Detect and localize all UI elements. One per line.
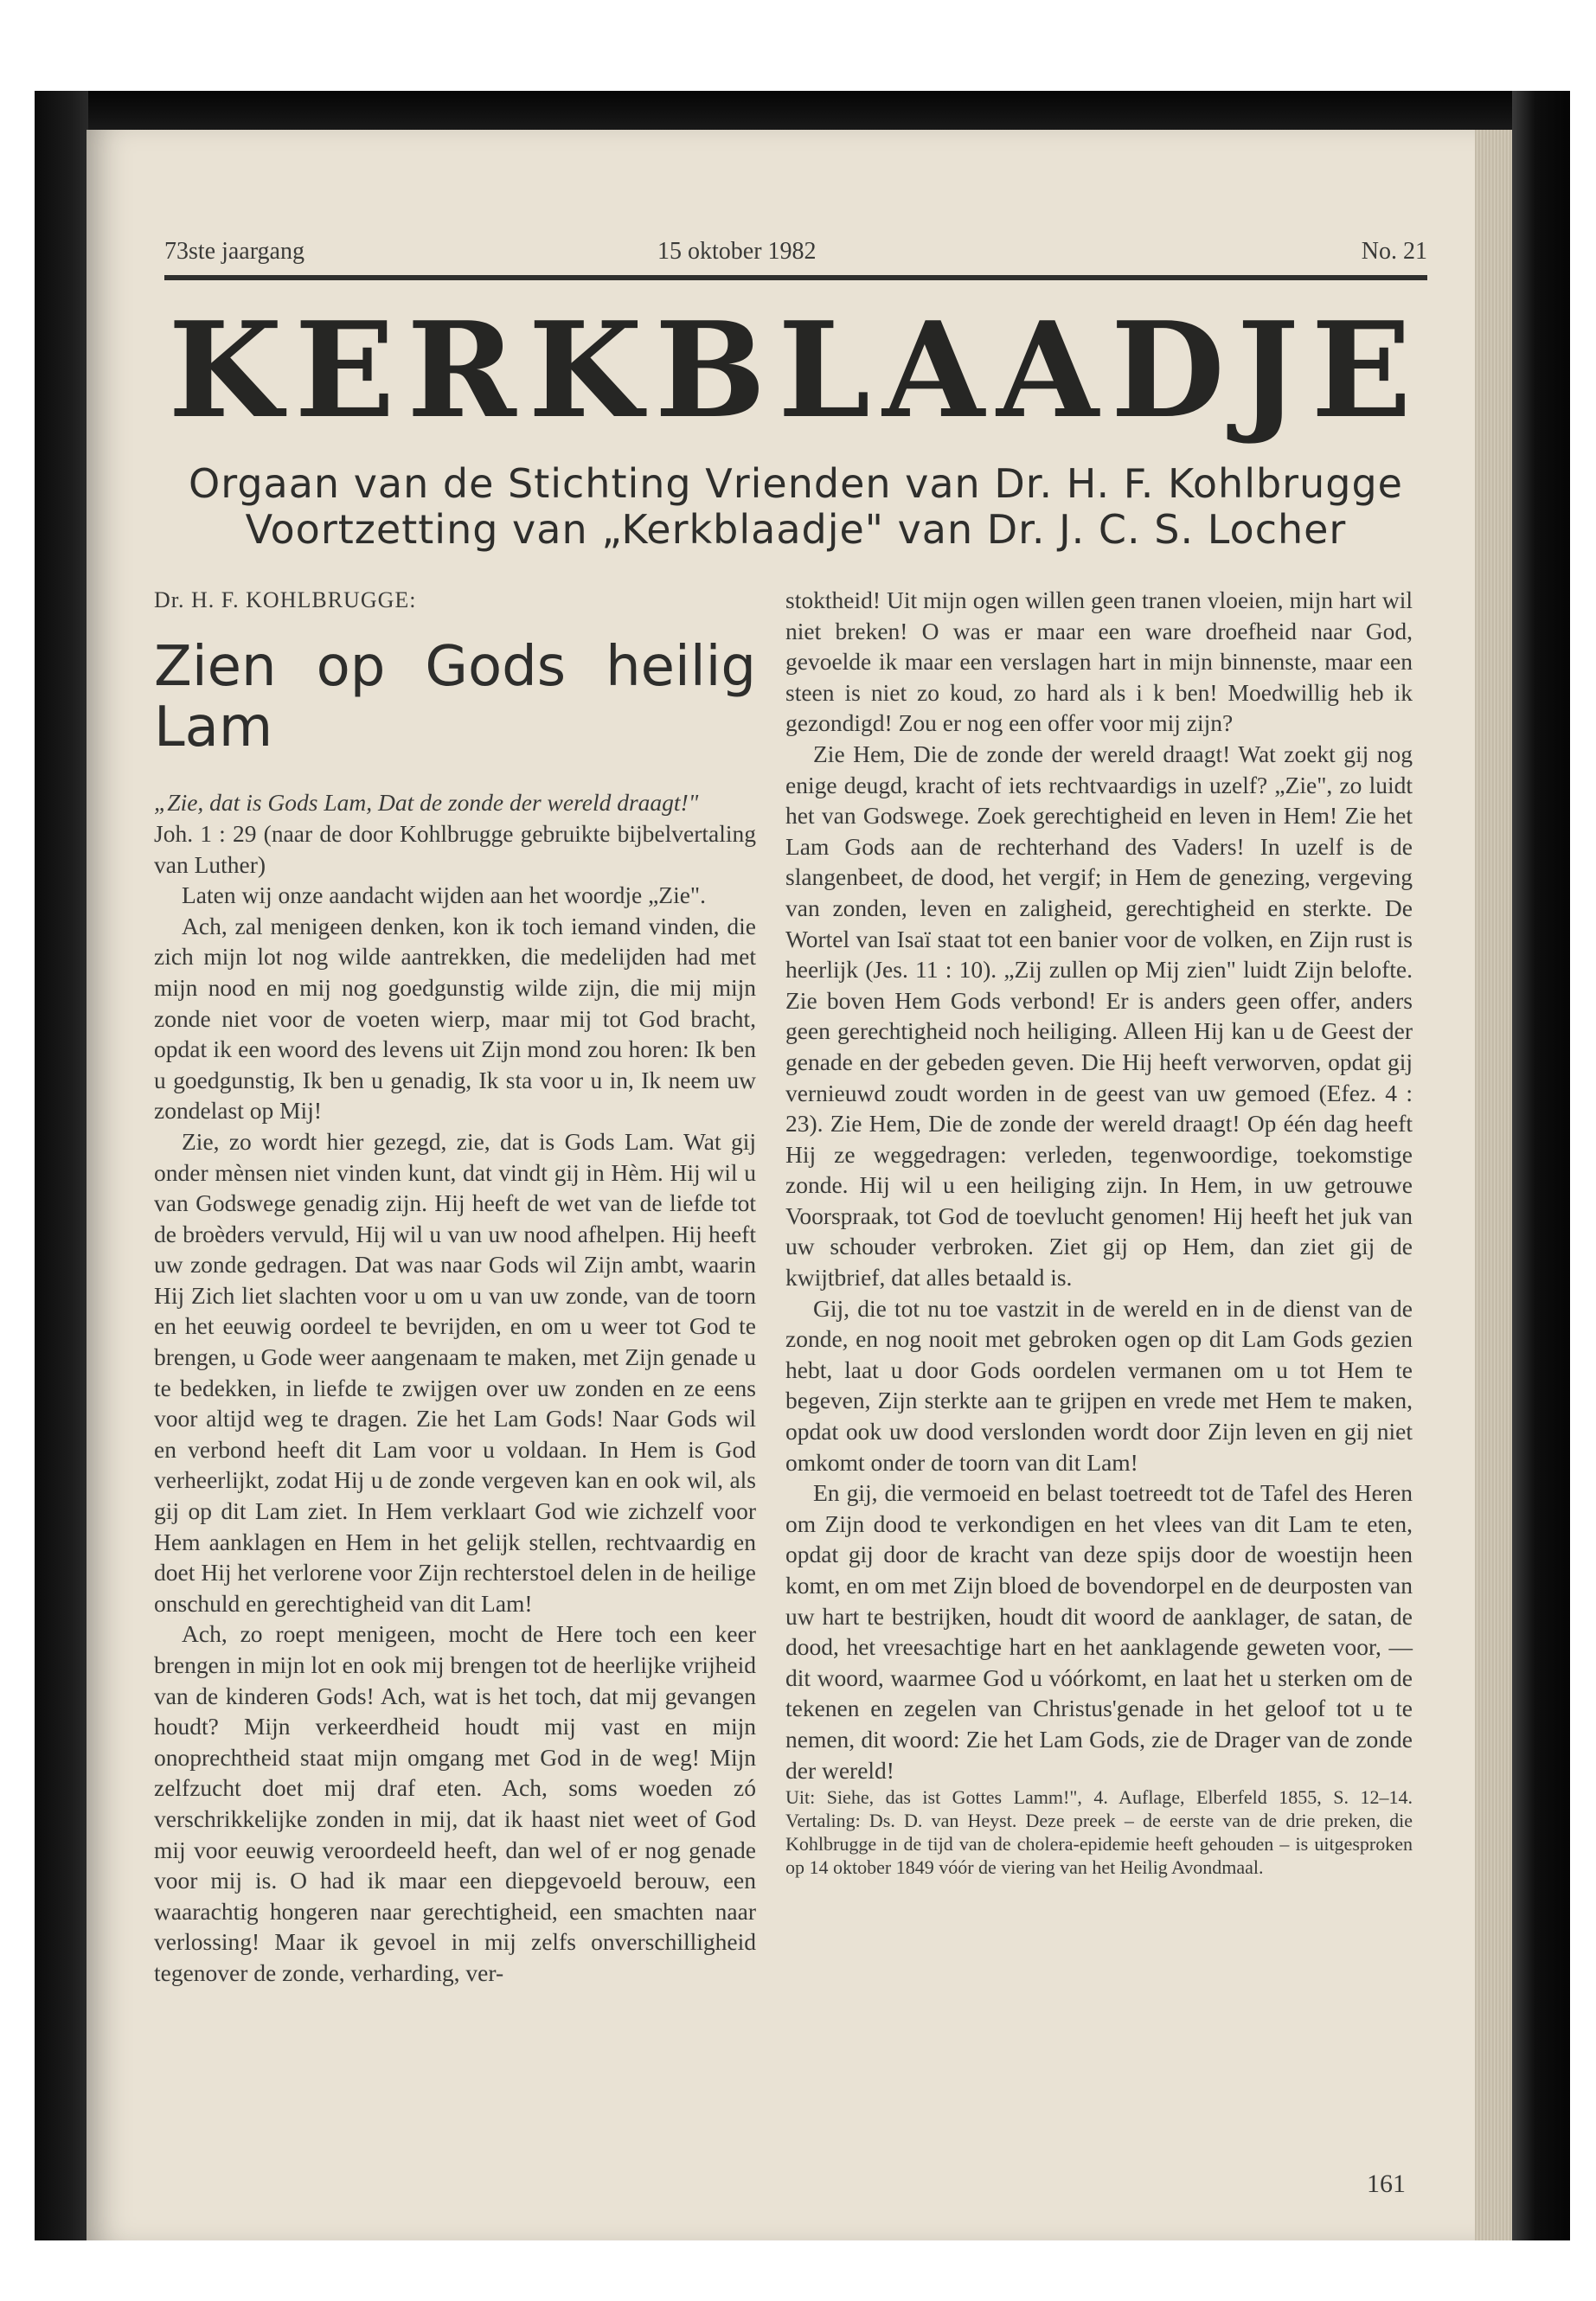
article-source: Joh. 1 : 29 (naar de door Kohlbrugge gebruikte bijbelvertaling van Luther) — [154, 819, 756, 878]
right-column — [785, 585, 1413, 1879]
paragraph: Laten wij onze aandacht wijden aan het woordje „Zie". — [182, 881, 707, 909]
volume-label: 73ste jaargang — [164, 238, 304, 265]
article-title: Zien op Gods heilig Lam — [154, 634, 756, 760]
paragraph: Zie, zo wordt hier gezegd, zie, dat is Gods Lam. Wat gij onder mènsen niet vinden kunt, dat vindt gij in Hèm. Hij wil u van Godswege genadig zijn. Hij heeft de wet van de liefde tot de broèders vervuld, Hij wil u van uw nood afhelpen. Hij heeft uw zonde gedragen. Dat was naar Gods wil Zijn ambt, waarin Hij Zich liet slachten voor u om u van uw zonde, van de toorn en het eeuwig oordeel te bevrijden, en om u weer tot God te brengen, u Gode weer aangenaam te maken, met Zijn genade u te bedekken, in liefde te zwijgen over uw zonden en ze eens voor altijd weg te dragen. Zie het Lam Gods! Naar Gods wil en verbond heeft dit Lam voor u voldaan. In Hem is God verheerlijkt, zodat Hij u de zonde vergeven kan en ook wil, als gij op dit Lam ziet. In Hem verklaart God wie zichzelf voor Hem aanklagen en Hem in het gelijk stellen, rechtvaardig en doet Hij het verlorene voor Zijn rechterstoel delen in de heilige onschuld en gerechtigheid van dit Lam! — [154, 1127, 756, 1617]
page-stack-edges — [1471, 130, 1514, 2240]
masthead-title: KERKBLAADJE — [168, 292, 1424, 447]
masthead-subtitle-2: Voortzetting van „Kerkblaadje" van Dr. J. C. S. Locher — [245, 506, 1347, 553]
page-number: 161 — [1367, 2170, 1406, 2198]
issue-number: No. 21 — [1361, 238, 1427, 265]
paragraph: Ach, zo roept menigeen, mocht de Here toch een keer brengen in mijn lot en ook mij brengen tot de heerlijke vrijheid van de kinderen Gods! Ach, wat is het toch, dat mij gevangen houdt? Mijn verkeerdheid houdt mij vast en mijn onoprechtheid staat mijn omgang met God in de weg! Mijn zelfzucht doet mij draf eten. Ach, soms woeden zó verschrikkelijke zonden in mij, dat ik haast niet weet of God mij voor eeuwig veroordeeld heeft, dan wel of er nog genade voor mij is. O had ik maar een diepgevoeld berouw, een waarachtig hongeren naar gerechtigheid, een smachten naar verlossing! Maar ik gevoel in mij zelfs onverschilligheid tegenover de zonde, verharding, ver- — [154, 1620, 756, 1986]
paragraph: Gij, die tot nu toe vastzit in de wereld en in de dienst van de zonde, en nog nooit met gebroken ogen op dit Lam Gods gezien hebt, laat u door Gods oordelen vermanen om u tot Hem te begeven, Zijn sterkte aan te grijpen en vrede met Hem te maken, opdat ook uw dood verslonden wordt door Zijn leven en gij niet omkomt onder de toorn van dit Lam! — [785, 1294, 1413, 1476]
binder-top-edge — [35, 91, 1570, 132]
paragraph: Ach, zal menigeen denken, kon ik toch iemand vinden, die zich mijn lot nog wilde aantrekken, die medelijden had met mijn nood en mij nog goedgunstig wilde zijn, die mij mijn zonde niet voor de voeten wierp, maar mij tot God bracht, opdat ik een woord des levens uit Zijn mond zou horen: Ik ben u goedgunstig, Ik ben u genadig, Ik sta voor u in, Ik neem uw zondelast op Mij! — [154, 912, 756, 1125]
paragraph: stoktheid! Uit mijn ogen willen geen tranen vloeien, mijn hart wil niet breken! O was er maar een ware droefheid naar God, gevoelde ik maar een verslagen hart in mijn binnenste, maar een steen is niet zo koud, zo hard als i k ben! Moedwillig heb ik gezondigd! Zou er nog een offer voor mij zijn? — [785, 586, 1413, 737]
footnote: Uit: Siehe, das ist Gottes Lamm!", 4. Auflage, Elberfeld 1855, S. 12–14. Vertaling: Ds. D. van Heyst. Deze preek – de eerste van de drie preken, die Kohlbrugge in de tijd van de cholera-epidemie heeft gehouden – is uitgesproken op 14 oktober 1849 vóór de viering van het Heilig Avondmaal. — [785, 1786, 1413, 1879]
masthead-subtitle-1: Orgaan van de Stichting Vrienden van Dr. H. F. Kohlbrugge — [189, 460, 1403, 507]
left-column — [154, 585, 756, 1989]
paragraph: Zie Hem, Die de zonde der wereld draagt! Wat zoekt gij nog enige deugd, kracht of iets rechtvaardigs in uzelf? „Zie", zo luidt het van Godswege. Zoek gerechtigheid en leven in Hem! Zie het Lam Gods aan de rechterhand des Vaders! In uzelf is de slangenbeet, de dood, het vergif; in Hem de genezing, vergeving van zonden, leven en zaligheid, gerechtigheid en sterkte. De Wortel van Isaï staat tot een banier voor de volken, en Zijn rust is heerlijk (Jes. 11 : 10). „Zij zullen op Mij zien" luidt Zijn belofte. Zie boven Hem Gods verbond! Er is anders geen offer, anders geen gerechtigheid noch heiliging. Alleen Hij kan u de Geest der genade en der gebeden geven. Die Hij heeft verworven, opdat gij vernieuwd zoudt worden in de geest van uw gemoed (Efez. 4 : 23). Zie Hem, Die de zonde der wereld draagt! Op één dag heeft Hij ze weggedragen: verleden, tegenwoordige, toekomstige zonde. Hij wil u een heiliging zijn. In Hem, in uw getrouwe Voorspraak, tot God de toevlucht genomen! Hij heeft het juk van uw schouder verbroken. Ziet gij op Hem, dan ziet gij de kwijtbrief, dat alles betaald is. — [785, 740, 1413, 1292]
binder-left-edge — [35, 91, 88, 2240]
issue-header — [164, 238, 1427, 272]
article-author: Dr. H. F. KOHLBRUGGE: — [154, 587, 417, 612]
binder-right-edge — [1512, 91, 1570, 2240]
article-motto: „Zie, dat is Gods Lam, Dat de zonde der wereld draagt!" — [154, 789, 699, 817]
header-rule — [164, 275, 1427, 280]
paragraph: En gij, die vermoeid en belast toetreedt tot de Tafel des Heren om Zijn dood te verkondigen en het vlees van dit Lam te eten, opdat gij door de kracht van deze spijs door de woestijn heen komt, en om met Zijn bloed de bovendorpel en de deurposten van uw hart te bestrijken, houdt dit woord de aanklager, de satan, de dood, het vreesachtige hart en het aanklagende geweten voor, — dit woord, waarmee God u vóórkomt, en laat het u sterken om de tekenen en zegelen van Christus'genade in het geloof tot u te nemen, dit woord: Zie het Lam Gods, zie de Drager van de zonde der wereld! — [785, 1479, 1413, 1784]
issue-date: 15 oktober 1982 — [657, 238, 817, 265]
